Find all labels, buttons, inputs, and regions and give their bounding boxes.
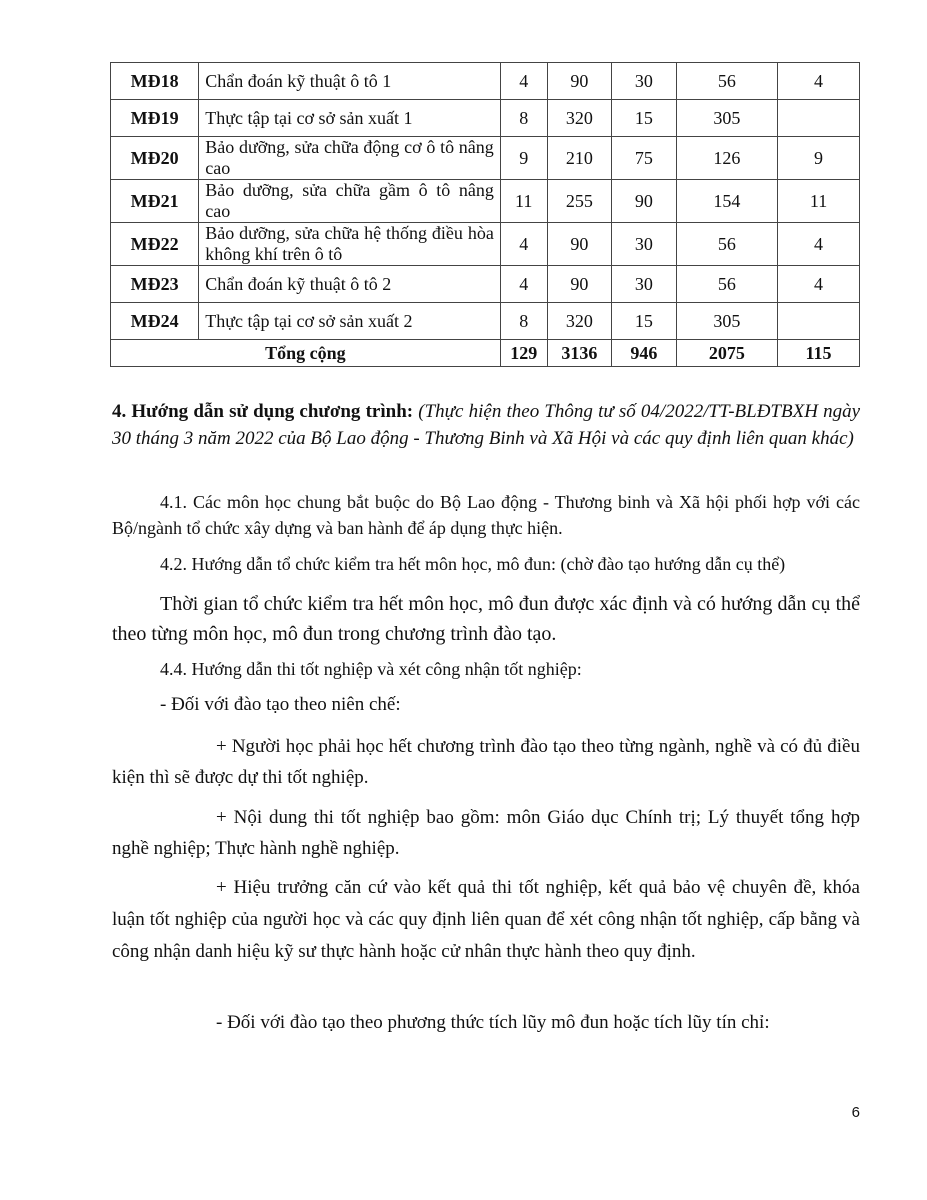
section-heading xyxy=(112,398,860,452)
exam-hours-cell xyxy=(778,303,860,340)
module-name: Chẩn đoán kỹ thuật ô tô 2 xyxy=(199,266,501,303)
module-name: Thực tập tại cơ sở sản xuất 1 xyxy=(199,100,501,137)
theory-hours-cell: 75 xyxy=(612,137,676,180)
total-exam: 115 xyxy=(778,340,860,367)
module-code: MĐ18 xyxy=(111,63,199,100)
module-name: Chẩn đoán kỹ thuật ô tô 1 xyxy=(199,63,501,100)
exam-hours-cell: 11 xyxy=(778,180,860,223)
credits-cell: 11 xyxy=(500,180,547,223)
paragraph-exam-content: + Nội dung thi tốt nghiệp bao gồm: môn Giáo dục Chính trị; Lý thuyết tổng hợp nghề nghiệp; Thực hành nghề nghiệp. xyxy=(112,807,860,859)
total-row xyxy=(111,340,860,367)
paragraph-4-2: 4.2. Hướng dẫn tổ chức kiểm tra hết môn học, mô đun: (chờ đào tạo hướng dẫn cụ thể) xyxy=(160,554,786,574)
paragraph-4-1: 4.1. Các môn học chung bắt buộc do Bộ Lao động - Thương binh và Xã hội phối hợp với các Bộ/ngành tổ chức xây dựng và ban hành để áp dụng thực hiện. xyxy=(112,492,860,538)
total-practice: 2075 xyxy=(676,340,778,367)
credits-cell: 8 xyxy=(500,100,547,137)
total-theory: 946 xyxy=(612,340,676,367)
practice-hours-cell: 56 xyxy=(676,266,778,303)
theory-hours-cell: 15 xyxy=(612,100,676,137)
theory-hours-cell: 15 xyxy=(612,303,676,340)
theory-hours-cell: 30 xyxy=(612,223,676,266)
module-name: Bảo dưỡng, sửa chữa động cơ ô tô nâng cao xyxy=(199,137,501,180)
module-code: MĐ24 xyxy=(111,303,199,340)
total-label: Tổng cộng xyxy=(111,340,501,367)
practice-hours-cell: 126 xyxy=(676,137,778,180)
module-code: MĐ22 xyxy=(111,223,199,266)
table-row xyxy=(111,63,860,100)
total-hours-cell: 90 xyxy=(547,223,612,266)
paragraph-credit-system: - Đối với đào tạo theo phương thức tích lũy mô đun hoặc tích lũy tín chỉ: xyxy=(216,1012,770,1033)
total-hours-cell: 255 xyxy=(547,180,612,223)
table-row xyxy=(111,180,860,223)
table-row xyxy=(111,303,860,340)
credits-cell: 4 xyxy=(500,266,547,303)
curriculum-table xyxy=(110,62,860,367)
total-hours-cell: 320 xyxy=(547,100,612,137)
practice-hours-cell: 305 xyxy=(676,100,778,137)
page-number: 6 xyxy=(851,1104,860,1121)
exam-hours-cell: 4 xyxy=(778,266,860,303)
table-row xyxy=(111,137,860,180)
total-hours-cell: 90 xyxy=(547,63,612,100)
module-name: Thực tập tại cơ sở sản xuất 2 xyxy=(199,303,501,340)
table-row xyxy=(111,100,860,137)
module-code: MĐ23 xyxy=(111,266,199,303)
paragraph-annual-system: - Đối với đào tạo theo niên chế: xyxy=(160,694,401,715)
module-name: Bảo dưỡng, sửa chữa gầm ô tô nâng cao xyxy=(199,180,501,223)
total-hours-cell: 90 xyxy=(547,266,612,303)
paragraph-graduation-recognition: + Hiệu trưởng căn cứ vào kết quả thi tốt nghiệp, kết quả bảo vệ chuyên đề, khóa luận tốt nghiệp của người học và các quy định liên quan để xét công nhận tốt nghiệp, cấp bằng và công nhận danh hiệu kỹ sư thực hành hoặc cử nhân thực hành theo quy định. xyxy=(112,877,860,962)
paragraph-learner-requirement: + Người học phải học hết chương trình đào tạo theo từng ngành, nghề và có đủ điều kiện thì sẽ được dự thi tốt nghiệp. xyxy=(112,736,860,788)
theory-hours-cell: 90 xyxy=(612,180,676,223)
paragraph-exam-time: Thời gian tổ chức kiểm tra hết môn học, mô đun được xác định và có hướng dẫn cụ thể theo từng môn học, mô đun trong chương trình đào tạo. xyxy=(112,593,860,645)
section-heading-title: 4. Hướng dẫn sử dụng chương trình: xyxy=(112,401,414,422)
table-row xyxy=(111,223,860,266)
total-hours-cell: 210 xyxy=(547,137,612,180)
credits-cell: 9 xyxy=(500,137,547,180)
module-code: MĐ20 xyxy=(111,137,199,180)
total-hours-cell: 320 xyxy=(547,303,612,340)
practice-hours-cell: 56 xyxy=(676,63,778,100)
practice-hours-cell: 305 xyxy=(676,303,778,340)
module-code: MĐ19 xyxy=(111,100,199,137)
total-credits: 129 xyxy=(500,340,547,367)
paragraph-4-4: 4.4. Hướng dẫn thi tốt nghiệp và xét công nhận tốt nghiệp: xyxy=(160,659,582,679)
table-row xyxy=(111,266,860,303)
credits-cell: 4 xyxy=(500,63,547,100)
theory-hours-cell: 30 xyxy=(612,63,676,100)
practice-hours-cell: 154 xyxy=(676,180,778,223)
theory-hours-cell: 30 xyxy=(612,266,676,303)
practice-hours-cell: 56 xyxy=(676,223,778,266)
section-heading-note: (Thực hiện theo Thông tư số 04/2022/TT-BLĐTBXH ngày 30 tháng 3 năm 2022 của Bộ Lao động - Thương Binh và Xã Hội và các quy định liên quan khác) xyxy=(112,401,861,449)
exam-hours-cell xyxy=(778,100,860,137)
total-hours: 3136 xyxy=(547,340,612,367)
exam-hours-cell: 4 xyxy=(778,63,860,100)
module-name: Bảo dưỡng, sửa chữa hệ thống điều hòa không khí trên ô tô xyxy=(199,223,501,266)
exam-hours-cell: 9 xyxy=(778,137,860,180)
exam-hours-cell: 4 xyxy=(778,223,860,266)
module-code: MĐ21 xyxy=(111,180,199,223)
credits-cell: 8 xyxy=(500,303,547,340)
credits-cell: 4 xyxy=(500,223,547,266)
